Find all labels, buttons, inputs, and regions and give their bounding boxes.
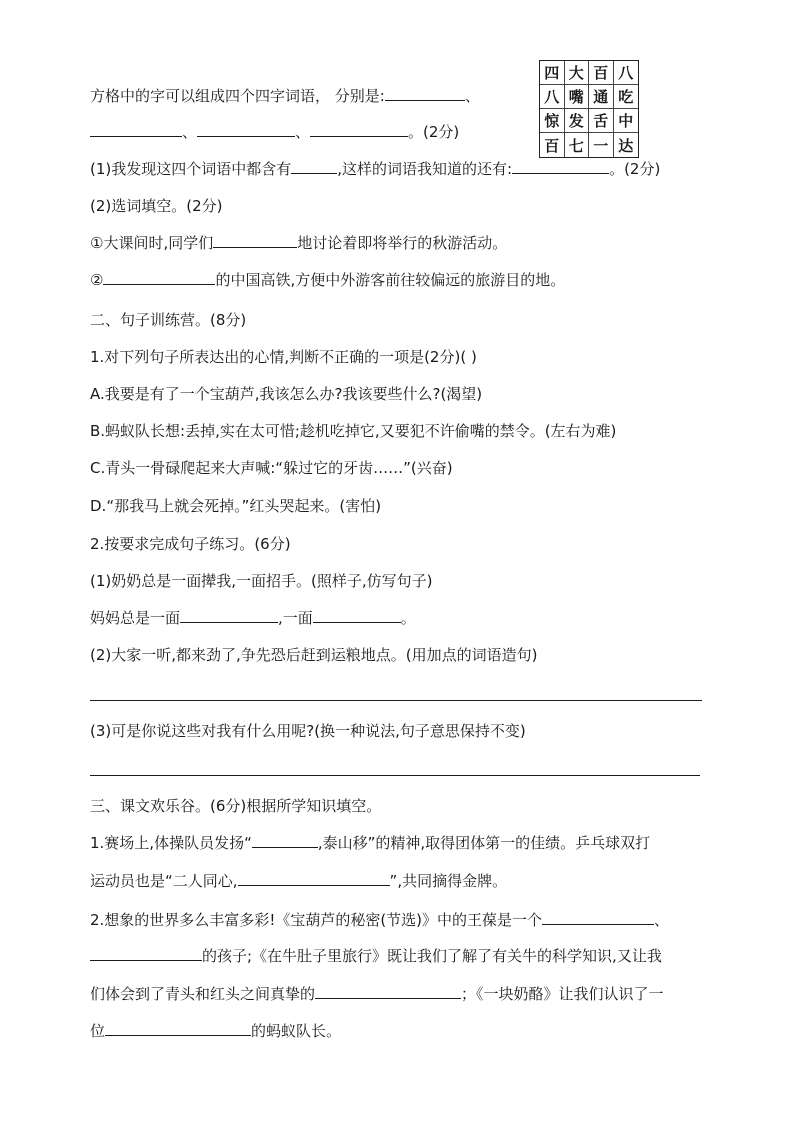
option-b[interactable]: B.蚂蚁队长想:丢掉,实在太可惜;趁机吃掉它,又要犯不许偷嘴的禁令。(左右为难) [90,422,617,440]
answer-blank[interactable] [315,984,461,999]
option-c[interactable]: C.青头一骨碌爬起来大声喊:“躲过它的牙齿……”(兴奋) [90,459,453,477]
grid-cell: 大 [565,61,590,85]
separator: 、 [654,911,670,929]
grid-cell: 七 [565,133,590,157]
question-text: ”,共同摘得金牌。 [389,872,508,890]
intro-line [90,86,480,106]
grid-cell: 八 [540,85,565,109]
question-3-2-line1 [90,910,669,930]
question-3-2-line4 [90,1021,341,1041]
grid-cell: 嘴 [565,85,590,109]
question-text: 运动员也是“二人同心, [90,872,238,890]
question-text: (1)我发现这四个词语中都含有 [90,160,292,178]
answer-blank[interactable] [238,871,390,886]
grid-cell: 一 [589,133,614,157]
answer-blank[interactable] [385,86,465,101]
answer-blank[interactable] [310,122,408,137]
question-text: ② [90,271,104,289]
grid-cell: 发 [565,109,590,133]
question-text: ①大课间时,同学们 [90,234,214,252]
answer-blank[interactable] [291,159,337,174]
answer-blank[interactable] [90,946,202,961]
question-text: 的孩子;《在牛肚子里旅行》既让我们了解了有关牛的科学知识,又让我 [202,947,662,965]
question-2-2-2: (2)大家一听,都来劲了,争先恐后赶到运粮地点。(用加点的词语造句) [90,646,538,664]
question-3-2-line2 [90,946,662,966]
option-a[interactable]: A.我要是有了一个宝葫芦,我该怎么办?我该要些什么?(渴望) [90,385,483,403]
grid-cell: 百 [540,133,565,157]
grid-cell: 吃 [614,85,639,109]
character-grid [539,60,639,158]
question-1-2-a [90,233,507,253]
question-text: ,一面 [278,609,313,627]
section-2-heading: 二、句子训练营。(8分) [90,311,247,329]
grid-cell: 达 [618,136,634,155]
question-1-2-b [90,270,565,290]
answer-blank[interactable] [313,608,401,623]
question-text: 。 [400,609,416,627]
question-text: ,这样的词语我知道的还有: [337,160,513,178]
question-text: 的中国高铁,方便中外游客前往较偏远的旅游目的地。 [215,271,566,289]
question-text: ；《一块奶酪》让我们认识了一 [461,985,664,1003]
intro-text: 方格中的字可以组成四个四字词语， 分别是: [90,87,385,105]
question-2-1: 1.对下列句子所表达出的心情,判断不正确的一项是(2分)( ) [90,348,477,366]
grid-cell: 惊 [540,109,565,133]
question-2-2-1-answer [90,608,416,628]
question-3-1-line2 [90,871,507,891]
question-2-2: 2.按要求完成句子练习。(6分) [90,535,291,553]
answer-line[interactable] [90,700,702,701]
option-d[interactable]: D.“那我马上就会死掉。”红头哭起来。(害怕) [90,497,382,515]
question-1-2: (2)选词填空。(2分) [90,197,223,215]
answer-blank[interactable] [197,122,295,137]
question-3-2-line3 [90,984,664,1004]
answer-line[interactable] [90,775,700,776]
answer-blank[interactable] [90,122,182,137]
answer-blank[interactable] [105,1021,251,1036]
grid-cell: 中 [614,109,639,133]
grid-cell: 舌 [589,109,614,133]
question-text: 2.想象的世界多么丰富多彩!《宝葫芦的秘密(节选)》中的王葆是一个 [90,911,543,929]
grid-cell: 八 [614,61,639,85]
question-2-2-3: (3)可是你说这些对我有什么用呢?(换一种说法,句子意思保持不变) [90,722,526,740]
question-text: 们体会到了青头和红头之间真挚的 [90,985,316,1003]
question-1-1 [90,159,660,179]
question-text: 位 [90,1022,106,1040]
question-text: ,泰山移”的精神,取得团体第一的佳绩。乒乓球双打 [317,834,651,852]
question-text: 妈妈总是一面 [90,609,181,627]
question-text: 。(2分) [609,160,661,178]
question-text: 1.赛场上,体操队员发扬“ [90,834,252,852]
grid-cell: 四 [540,61,565,85]
separator: 、 [295,123,311,141]
question-text: 的蚂蚁队长。 [251,1022,342,1040]
question-3-1-line1 [90,833,650,853]
answer-blank[interactable] [180,608,278,623]
answer-blank[interactable] [103,270,215,285]
grid-cell: 通 [589,85,614,109]
separator: 、 [182,123,198,141]
separator: 、 [464,87,480,105]
answer-blank[interactable] [213,233,297,248]
idiom-blanks-line [90,122,459,142]
score-note: 。(2分) [408,123,460,141]
question-text: 地讨论着即将举行的秋游活动。 [297,234,508,252]
answer-blank[interactable] [542,910,654,925]
answer-blank[interactable] [512,159,609,174]
question-2-2-1: (1)奶奶总是一面撵我,一面招手。(照样子,仿写句子) [90,572,433,590]
grid-cell: 百 [589,61,614,85]
answer-blank[interactable] [252,833,318,848]
section-3-heading: 三、课文欢乐谷。(6分)根据所学知识填空。 [90,797,382,815]
